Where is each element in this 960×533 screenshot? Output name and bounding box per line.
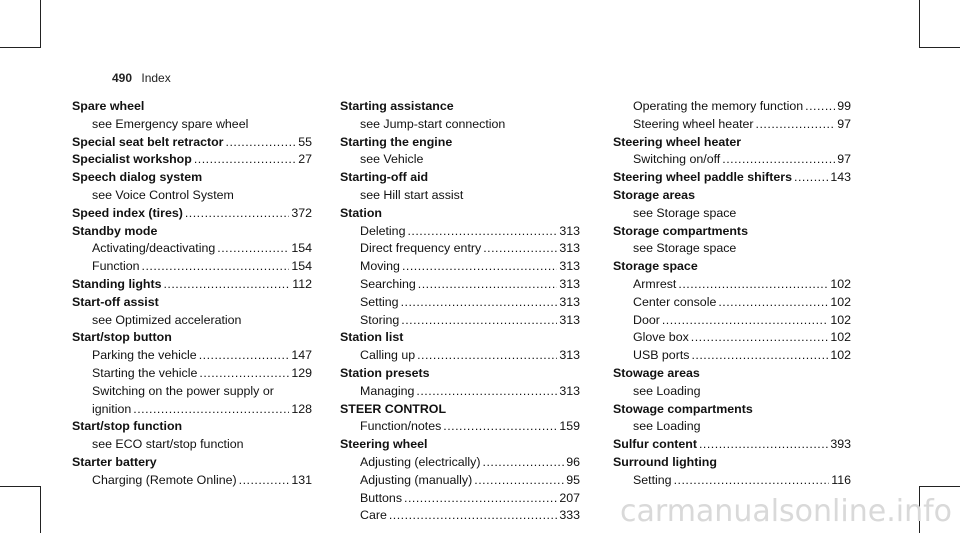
page-reference: 27	[298, 152, 312, 167]
dot-leader	[691, 329, 829, 347]
entry-label: Armrest	[633, 276, 677, 291]
page-reference: 207	[559, 490, 580, 505]
entry-label: Deleting	[360, 223, 406, 238]
page-reference: 102	[830, 348, 851, 363]
crop-mark	[0, 486, 41, 487]
dot-leader	[443, 418, 557, 436]
entry-label: Activating/deactivating	[92, 241, 216, 256]
dot-leader	[226, 134, 297, 152]
entry-label: Function/notes	[360, 419, 442, 434]
entry-label: Moving	[360, 259, 400, 274]
crop-mark	[919, 47, 960, 48]
index-heading: Surround lighting	[613, 454, 717, 469]
page-reference: 154	[291, 259, 312, 274]
entry-label: Special seat belt retractor	[72, 134, 224, 149]
index-heading: Starting assistance	[340, 99, 454, 113]
page-header	[112, 71, 171, 85]
page-reference: 102	[830, 312, 851, 327]
dot-leader	[185, 205, 289, 223]
index-subentry: see Hill start assist	[360, 187, 464, 202]
index-subentry	[613, 329, 851, 347]
page-reference: 55	[298, 134, 312, 149]
index-heading: Storage compartments	[613, 223, 748, 238]
index-heading: Starting the engine	[340, 134, 453, 149]
page-reference: 313	[559, 223, 580, 238]
entry-label: Door	[633, 312, 660, 327]
entry-label: Setting	[360, 294, 399, 309]
index-subentry: see Emergency spare wheel	[92, 116, 249, 131]
page-reference: 313	[559, 348, 580, 363]
dot-leader	[401, 312, 557, 330]
index-subentry	[613, 276, 851, 294]
index-heading: Stowage areas	[613, 365, 700, 380]
page-reference: 128	[291, 401, 312, 416]
index-subentry: see ECO start/stop function	[92, 437, 244, 452]
dot-leader	[418, 276, 558, 294]
page-reference: 102	[830, 276, 851, 291]
index-heading: Starter battery	[72, 454, 157, 469]
index-heading-entry	[613, 169, 851, 187]
index-subentry	[340, 276, 580, 294]
page-reference: 97	[837, 152, 851, 167]
index-subentry	[613, 347, 851, 365]
index-subentry	[72, 240, 312, 258]
index-subentry	[72, 365, 312, 383]
dot-leader	[142, 258, 290, 276]
entry-label: Standing lights	[72, 276, 162, 291]
section-title: Index	[141, 71, 171, 85]
dot-leader	[718, 294, 828, 312]
entry-label: Switching on/off	[633, 152, 721, 167]
page-reference: 313	[559, 259, 580, 274]
dot-leader	[407, 223, 557, 241]
index-subentry	[340, 472, 580, 490]
entry-label: Adjusting (manually)	[360, 472, 473, 487]
index-subentry	[613, 472, 851, 490]
index-heading-entry	[72, 276, 312, 294]
dot-leader	[404, 490, 557, 508]
index-subentry	[613, 98, 851, 116]
index-subentry: Switching on the power supply or	[92, 383, 274, 398]
page-reference: 333	[559, 508, 580, 523]
index-subentry	[340, 294, 580, 312]
entry-label: Storing	[360, 312, 400, 327]
index-heading: Storage space	[613, 259, 698, 274]
dot-leader	[483, 454, 565, 472]
page-reference: 313	[559, 312, 580, 327]
index-subentry	[340, 490, 580, 508]
page-reference: 393	[830, 437, 851, 452]
index-heading: Speech dialog system	[72, 170, 203, 185]
entry-label: Charging (Remote Online)	[92, 472, 237, 487]
index-heading: Steering wheel heater	[613, 134, 742, 149]
index-subentry	[613, 151, 851, 169]
index-column-1	[72, 98, 312, 490]
page-reference: 97	[837, 116, 851, 131]
dot-leader	[691, 347, 828, 365]
dot-leader	[662, 312, 828, 330]
dot-leader	[239, 472, 290, 490]
index-subentry: see Storage space	[633, 241, 737, 256]
index-subentry: see Loading	[633, 419, 701, 434]
index-heading: Spare wheel	[72, 99, 145, 113]
watermark: carmanualsonline.info	[620, 494, 952, 529]
dot-leader	[794, 169, 828, 187]
page-reference: 313	[559, 276, 580, 291]
entry-label: Speed index (tires)	[72, 205, 183, 220]
dot-leader	[163, 276, 290, 294]
index-heading: Stowage compartments	[613, 401, 753, 416]
dot-leader	[678, 276, 828, 294]
page-reference: 313	[559, 294, 580, 309]
index-heading: Storage areas	[613, 187, 695, 202]
index-subentry	[340, 383, 580, 401]
crop-mark	[919, 486, 960, 487]
index-heading: Steering wheel	[340, 437, 428, 452]
page-reference: 147	[291, 348, 312, 363]
entry-label: Direct frequency entry	[360, 241, 482, 256]
dot-leader	[389, 507, 557, 525]
entry-label: Function	[92, 259, 140, 274]
index-subentry	[340, 454, 580, 472]
dot-leader	[194, 151, 296, 169]
index-subentry	[340, 507, 580, 525]
dot-leader	[699, 436, 828, 454]
index-subentry: see Optimized acceleration	[92, 312, 242, 327]
entry-label: Searching	[360, 276, 416, 291]
index-subentry: see Voice Control System	[92, 187, 234, 202]
page-reference: 129	[291, 365, 312, 380]
index-subentry: see Jump-start connection	[360, 116, 506, 131]
page-reference: 95	[566, 472, 580, 487]
page-reference: 159	[559, 419, 580, 434]
dot-leader	[133, 401, 289, 419]
dot-leader	[756, 116, 836, 134]
entry-label: Operating the memory function	[633, 99, 804, 113]
page-reference: 143	[830, 170, 851, 185]
index-subentry: see Vehicle	[360, 152, 424, 167]
page-reference: 313	[559, 383, 580, 398]
index-column-3	[613, 98, 851, 490]
crop-mark	[40, 486, 41, 533]
dot-leader	[199, 347, 290, 365]
index-column-2	[340, 98, 580, 525]
entry-label: Glove box	[633, 330, 689, 345]
dot-leader	[474, 472, 564, 490]
index-subentry	[613, 294, 851, 312]
index-subentry	[72, 472, 312, 490]
dot-leader	[483, 240, 557, 258]
crop-mark	[919, 0, 920, 47]
page-reference: 313	[559, 241, 580, 256]
entry-label: Calling up	[360, 348, 416, 363]
page-reference: 96	[566, 454, 580, 469]
entry-label: USB ports	[633, 348, 690, 363]
index-heading: STEER CONTROL	[340, 401, 447, 416]
index-heading: Start-off assist	[72, 294, 159, 309]
index-subentry	[72, 347, 312, 365]
dot-leader	[199, 365, 289, 383]
page-number: 490	[112, 71, 133, 85]
entry-label: Starting the vehicle	[92, 365, 198, 380]
index-heading: Start/stop function	[72, 419, 183, 434]
index-subentry	[340, 418, 580, 436]
entry-label: Managing	[360, 383, 415, 398]
index-heading: Standby mode	[72, 223, 158, 238]
dot-leader	[401, 294, 558, 312]
entry-label: Sulfur content	[613, 437, 697, 452]
page-reference: 102	[830, 294, 851, 309]
entry-label: Care	[360, 508, 387, 523]
dot-leader	[805, 98, 835, 116]
index-heading-entry	[72, 205, 312, 223]
crop-mark	[40, 0, 41, 47]
index-subentry	[72, 258, 312, 276]
page-reference: 112	[292, 276, 312, 291]
entry-label: ignition	[92, 401, 132, 416]
entry-label: Parking the vehicle	[92, 348, 197, 363]
page-reference: 99	[837, 99, 851, 113]
page-reference: 154	[291, 241, 312, 256]
dot-leader	[417, 347, 557, 365]
index-subentry	[72, 401, 312, 419]
page-reference: 131	[291, 472, 312, 487]
index-heading: Station presets	[340, 365, 430, 380]
dot-leader	[722, 151, 835, 169]
dot-leader	[416, 383, 557, 401]
index-heading: Station list	[340, 330, 404, 345]
index-subentry: see Loading	[633, 383, 701, 398]
entry-label: Center console	[633, 294, 717, 309]
entry-label: Steering wheel heater	[633, 116, 754, 131]
dot-leader	[674, 472, 830, 490]
entry-label: Setting	[633, 472, 672, 487]
index-heading-entry	[72, 134, 312, 152]
page-reference: 116	[831, 472, 851, 487]
index-subentry	[613, 312, 851, 330]
index-heading-entry	[72, 151, 312, 169]
index-subentry	[340, 312, 580, 330]
crop-mark	[0, 47, 41, 48]
index-subentry	[340, 240, 580, 258]
index-subentry	[340, 258, 580, 276]
index-subentry	[340, 223, 580, 241]
index-heading: Starting-off aid	[340, 170, 429, 185]
index-heading: Station	[340, 205, 382, 220]
page-reference: 372	[291, 205, 312, 220]
entry-label: Specialist workshop	[72, 152, 192, 167]
index-subentry	[340, 347, 580, 365]
dot-leader	[217, 240, 289, 258]
index-heading-entry	[613, 436, 851, 454]
index-heading: Start/stop button	[72, 330, 172, 345]
page-reference: 102	[830, 330, 851, 345]
dot-leader	[402, 258, 557, 276]
entry-label: Steering wheel paddle shifters	[613, 170, 793, 185]
entry-label: Buttons	[360, 490, 403, 505]
entry-label: Adjusting (electrically)	[360, 454, 481, 469]
index-subentry	[613, 116, 851, 134]
index-subentry: see Storage space	[633, 205, 737, 220]
